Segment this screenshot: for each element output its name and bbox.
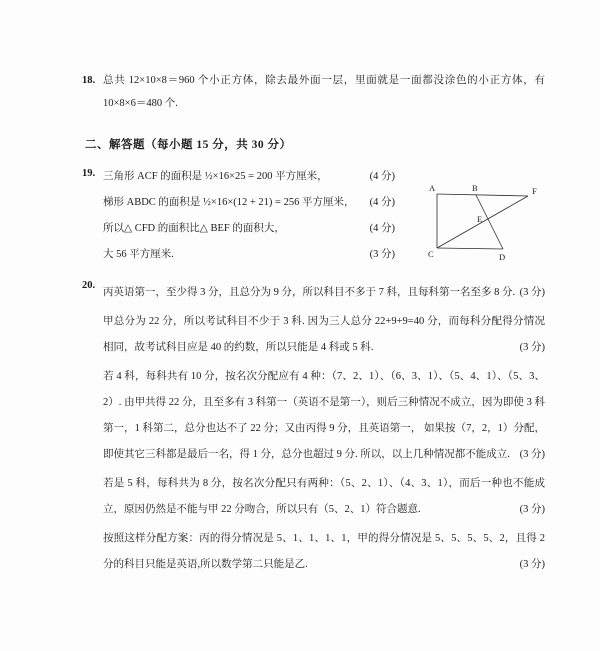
vertex-label-c: C [428,249,434,259]
problem-18 [82,69,545,115]
solution-paragraph [103,471,545,523]
solution-line [103,220,395,246]
solution-paragraph-text: 若 4 科，每科共有 10 分，按名次分配应有 4 种：（7、2、1）、（6、3、1）、（5、4、1）、（5、3、2）. 由甲共得 22 分，且至多有 3 科第一（英语不是第一），则后三种情况不成立，因为即使 3 科第一，1 科第二，总分也达不了 22 分；又由丙得 9 分，且英语第一， 如果按（7，2，1）分配，即使其它三科都是最后一名，得 1 分，总分也超过 9 分. 所以，以上几种情况都不能成立. [103,371,545,460]
solution-paragraph-text: 若是 5 科，每科共为 8 分，按名次分配只有两种：（5、2、1）、（4、3、1），而后一种也不能成立，原因仍然是不能与甲 22 分吻合，所以只有（5、2、1）符合题意. [103,478,545,515]
score-badge: (4 分) [369,197,395,208]
solution-line [103,246,395,272]
problem-20-number: 20. [82,280,96,291]
solution-paragraph-text: 丙英语第一，至少得 3 分，且总分为 9 分，所以科目不多于 7 科，且每科第一名至多 8 分. [103,287,516,298]
score-badge: (3 分) [519,504,545,515]
vertex-label-f: F [532,186,537,196]
score-badge: (3 分) [519,449,545,460]
problem-20 [82,280,545,581]
score-badge: (4 分) [369,223,395,234]
section-header: 二、解答题（每小题 15 分，共 30 分） [85,139,292,151]
solution-paragraph [103,364,545,468]
vertex-label-b: B [472,183,478,193]
score-badge: (3 分) [519,559,545,570]
solution-paragraph [103,526,545,578]
problem-19 [82,168,395,272]
score-badge: (3 分) [369,249,395,260]
figure-edges [437,194,528,249]
solution-line [103,168,395,194]
geometry-figure [424,181,559,269]
solution-paragraph [103,280,545,306]
solution-line-text: 大 56 平方厘米. [103,249,174,260]
solution-line-text: 梯形 ABDC 的面积是 ½×16×(12 + 21) = 256 平方厘米， [103,197,355,208]
score-badge: (3 分) [519,287,545,298]
problem-18-text: 总共 12×10×8＝960 个小正方体，除去最外面一层，里面就是一面都没涂色的小正方体，有 10×8×6＝480 个. [103,75,545,109]
problem-18-number: 18. [82,75,96,86]
solution-line-text: 所以△ CFD 的面积比△ BEF 的面积大， [103,223,285,234]
solution-paragraph-text: 甲总分为 22 分，所以考试科目不少于 3 科. 因为三人总分 22+9+9=40 分，而每科分配得分情况相同，故考试科目应是 40 的约数，所以只能是 4 科或 5 科. [103,316,545,353]
solution-paragraph [103,309,545,361]
vertex-label-d: D [499,252,506,262]
problem-19-number: 19. [82,168,96,179]
score-badge: (3 分) [519,342,545,353]
vertex-label-a: A [429,183,436,193]
solution-paragraph-text: 按照这样分配方案：丙的得分情况是 5、1、1、1、1，甲的得分情况是 5、5、5、5、2，且得 2 分的科目只能是英语,所以数学第二只能是乙. [103,533,545,570]
solution-line [103,194,395,220]
vertex-label-e: E [477,214,483,224]
solution-line-text: 三角形 ACF 的面积是 ½×16×25 = 200 平方厘米， [103,171,328,182]
score-badge: (4 分) [369,171,395,182]
